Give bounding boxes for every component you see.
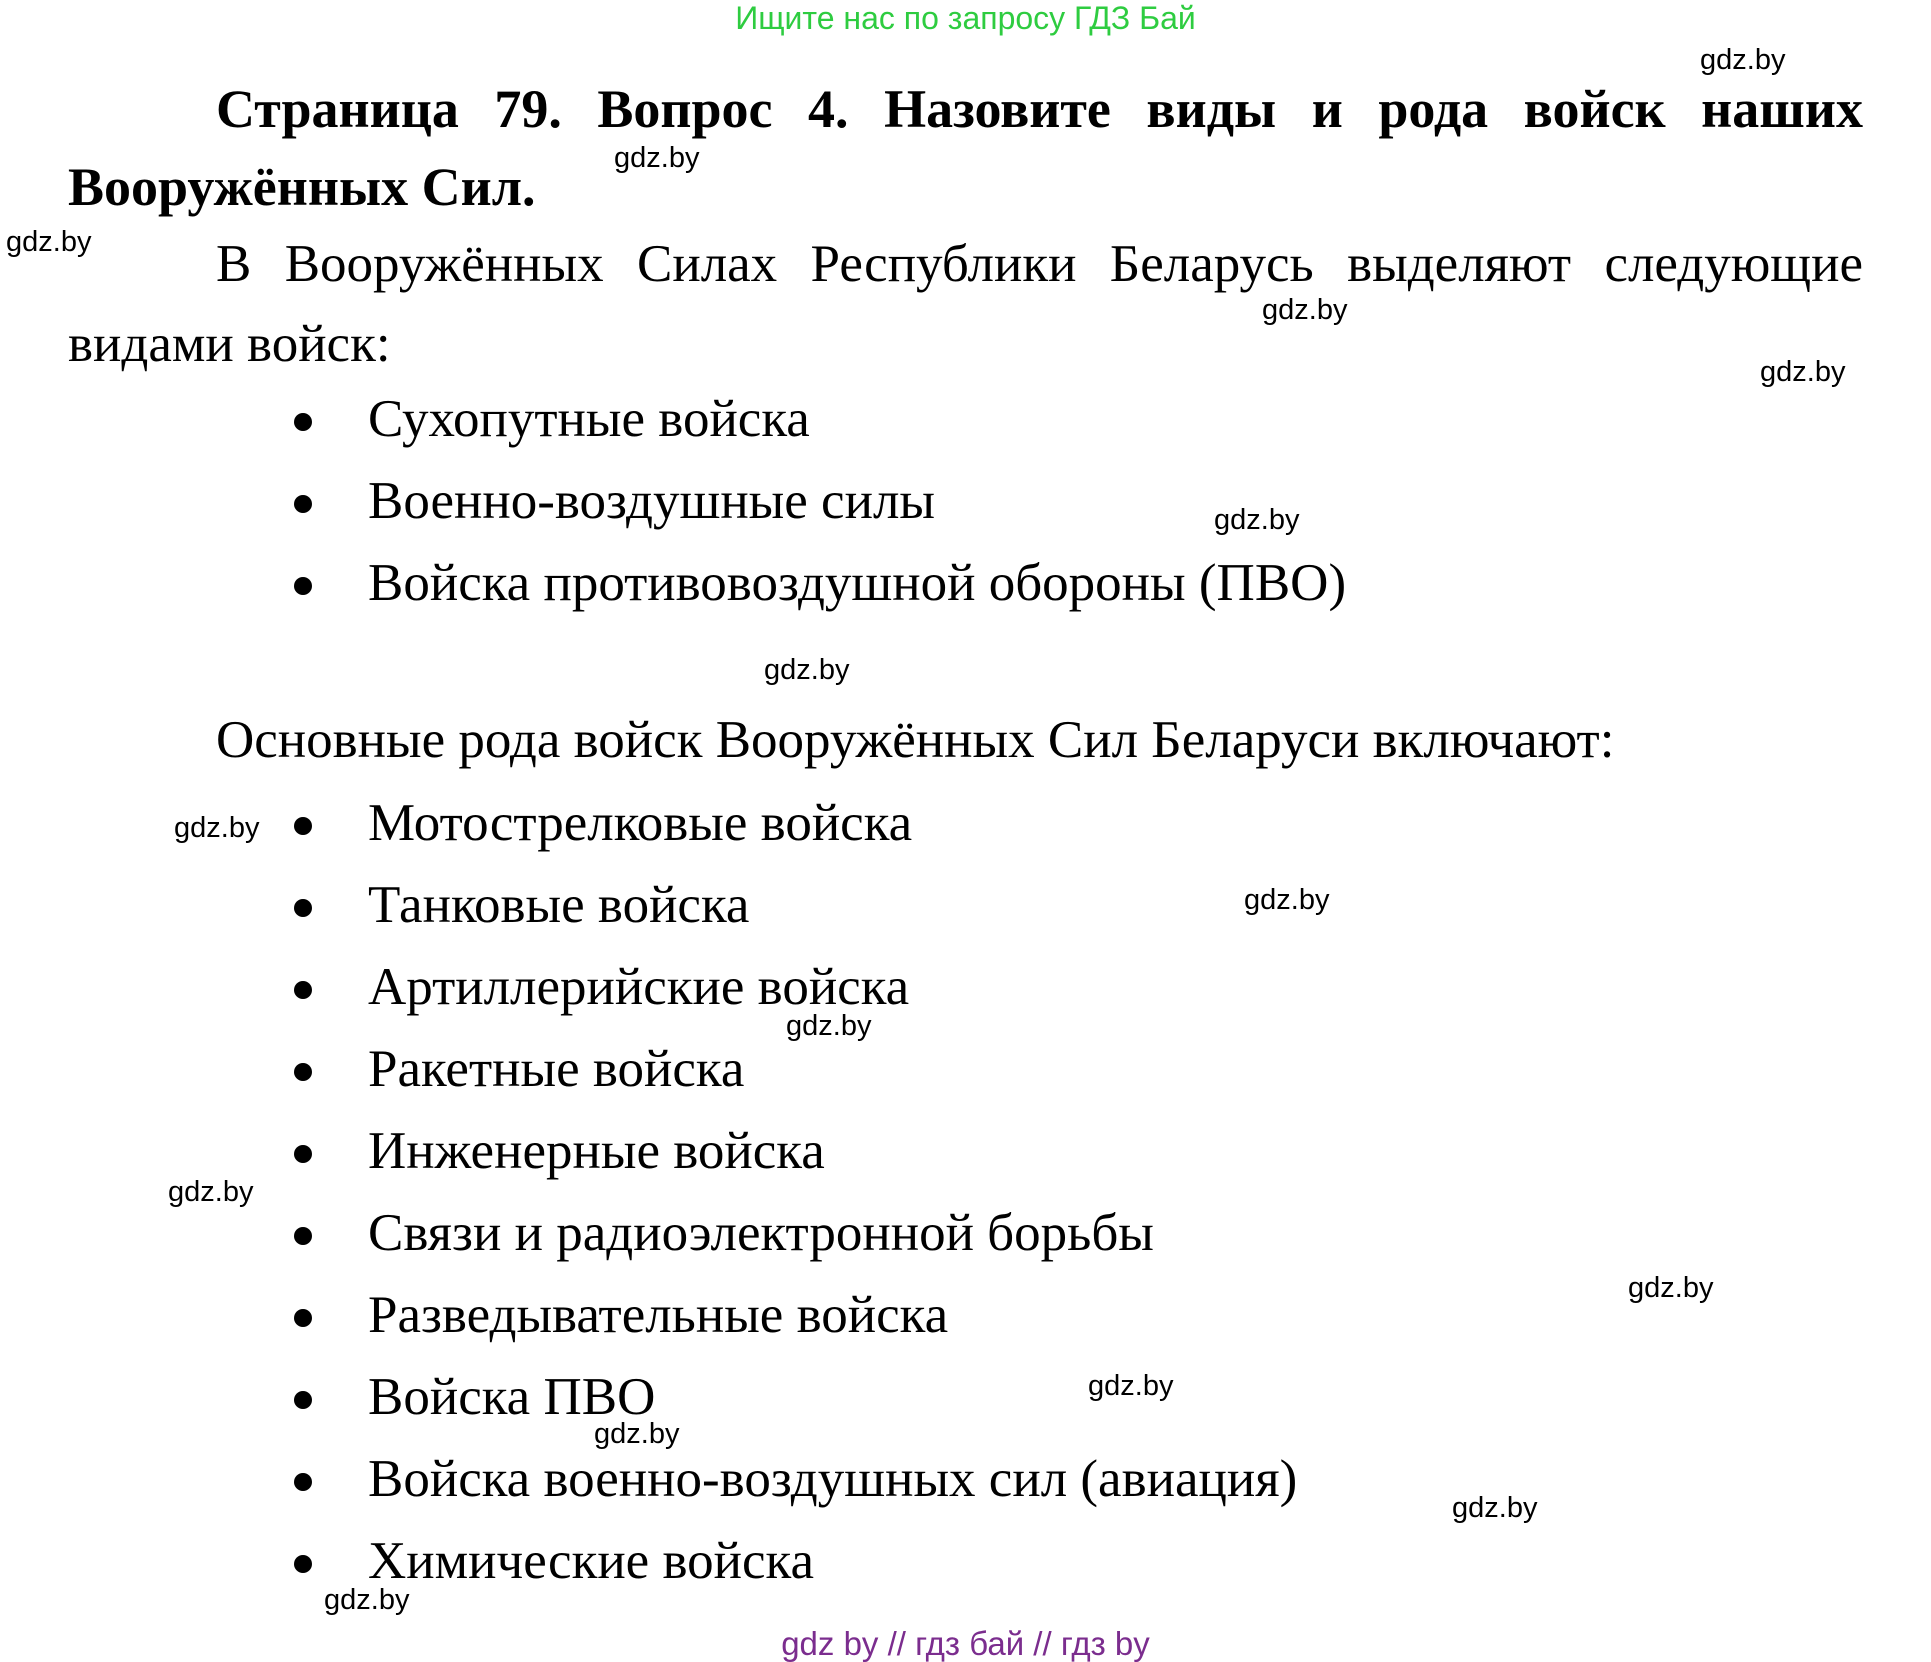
watermark: gdz.by (174, 812, 260, 844)
bullet-icon (294, 413, 312, 431)
watermark: gdz.by (168, 1176, 254, 1208)
watermark: gdz.by (786, 1010, 872, 1042)
list-item-text: Сухопутные войска (368, 390, 810, 448)
watermark: gdz.by (594, 1418, 680, 1450)
bullet-icon (294, 577, 312, 595)
list-item-text: Мотострелковые войска (368, 794, 913, 852)
watermark: gdz.by (764, 654, 850, 686)
bullet-icon (294, 1391, 312, 1409)
branches-intro: Основные рода войск Вооружённых Сил Беларуси включают: (216, 711, 1615, 769)
bullet-icon (294, 899, 312, 917)
bullet-icon (294, 817, 312, 835)
page-title: Страница 79. Вопрос 4. Назовите виды и рода войск наших Вооружённых Сил. (68, 79, 1863, 217)
bullet-icon (294, 1309, 312, 1327)
list-item-text: Военно-воздушные силы (368, 472, 936, 530)
watermark: gdz.by (1088, 1370, 1174, 1402)
bullet-icon (294, 1473, 312, 1491)
footer-links[interactable]: gdz by // гдз бай // гдз by (781, 1625, 1150, 1662)
watermark: gdz.by (1452, 1492, 1538, 1524)
list-item-text: Разведывательные войска (368, 1286, 949, 1344)
watermark: gdz.by (1760, 356, 1846, 388)
list-item-text: Связи и радиоэлектронной борьбы (368, 1204, 1154, 1262)
watermark: gdz.by (1262, 294, 1348, 326)
list-item-text: Инженерные войска (368, 1122, 825, 1180)
watermark: gdz.by (1214, 504, 1300, 536)
bullet-icon (294, 495, 312, 513)
bullet-icon (294, 1227, 312, 1245)
watermark: gdz.by (1244, 884, 1330, 916)
list-item-text: Войска противовоздушной обороны (ПВО) (368, 554, 1347, 612)
bullet-icon (294, 1555, 312, 1573)
bullet-icon (294, 981, 312, 999)
intro-paragraph: В Вооружённых Силах Республики Беларусь выделяют следующие видами войск: (68, 235, 1863, 373)
list-item-text: Войска военно-воздушных сил (авиация) (368, 1450, 1298, 1508)
watermark: gdz.by (324, 1584, 410, 1616)
top-banner[interactable]: Ищите нас по запросу ГДЗ Бай (735, 0, 1196, 36)
watermark: gdz.by (1628, 1272, 1714, 1304)
list-item-text: Артиллерийские войска (368, 958, 910, 1016)
bullet-icon (294, 1063, 312, 1081)
watermark: gdz.by (1700, 44, 1786, 76)
bullet-icon (294, 1145, 312, 1163)
watermark: gdz.by (6, 226, 92, 258)
list-item-text: Войска ПВО (368, 1368, 656, 1426)
list-item-text: Ракетные войска (368, 1040, 745, 1098)
list-item-text: Танковые войска (368, 876, 750, 934)
watermark: gdz.by (614, 142, 700, 174)
list-item-text: Химические войска (368, 1532, 814, 1590)
